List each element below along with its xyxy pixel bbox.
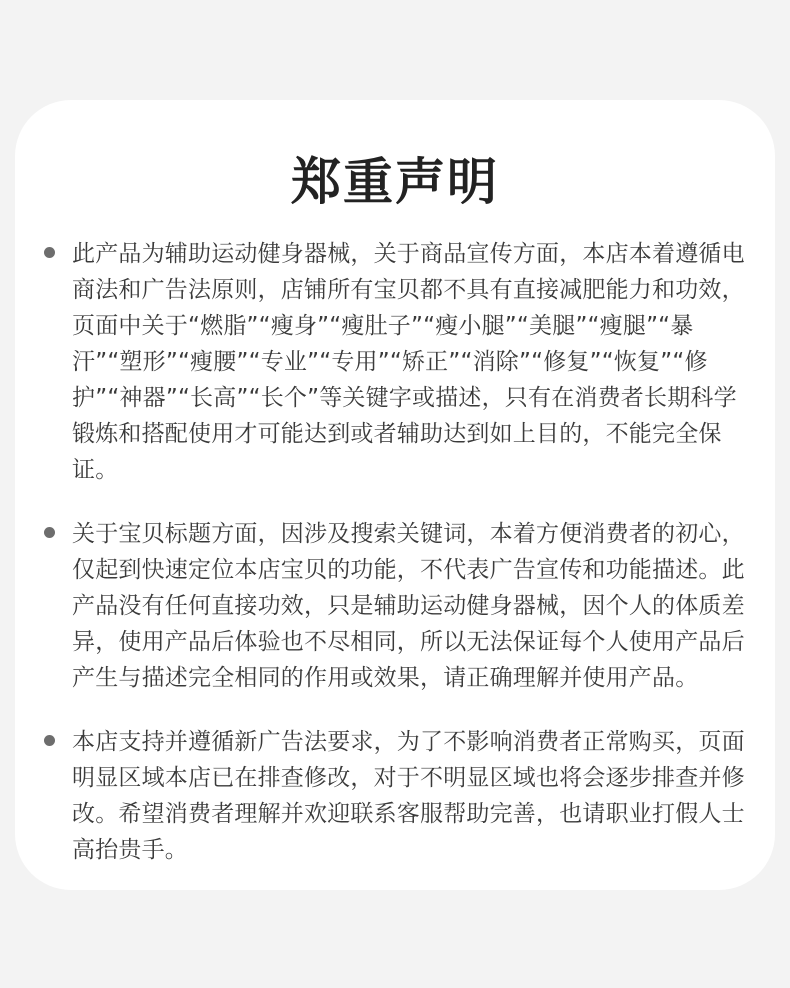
statement-list bbox=[40, 236, 745, 896]
list-item bbox=[40, 516, 745, 696]
statement-paragraph: 关于宝贝标题方面，因涉及搜索关键词，本着方便消费者的初心，仅起到快速定位本店宝贝的功能，不代表广告宣传和功能描述。此产品没有任何直接功效，只是辅助运动健身器械，因个人的体质差异，使用产品后体验也不尽相同，所以无法保证每个人使用产品后产生与描述完全相同的作用或效果，请正确理解并使用产品。 bbox=[72, 521, 745, 691]
bullet-dot-icon bbox=[44, 247, 55, 258]
bullet-dot-icon bbox=[44, 735, 55, 746]
bullet-dot-icon bbox=[44, 527, 55, 538]
page-title: 郑重声明 bbox=[291, 153, 499, 211]
list-item bbox=[40, 724, 745, 868]
statement-paragraph: 本店支持并遵循新广告法要求，为了不影响消费者正常购买，页面明显区域本店已在排查修改，对于不明显区域也将会逐步排查并修改。希望消费者理解并欢迎联系客服帮助完善，也请职业打假人士高抬贵手。 bbox=[72, 729, 745, 863]
list-item bbox=[40, 236, 745, 488]
statement-paragraph: 此产品为辅助运动健身器械，关于商品宣传方面，本店本着遵循电商法和广告法原则，店铺所有宝贝都不具有直接减肥能力和功效，页面中关于“燃脂”“瘦身”“瘦肚子”“瘦小腿”“美腿”“瘦腿”“暴汗”“塑形”“瘦腰”“专业”“专用”“矫正”“消除”“修复”“恢复”“修护”“神器”“长高”“长个”等关键字或描述，只有在消费者长期科学锻炼和搭配使用才可能达到或者辅助达到如上目的，不能完全保证。 bbox=[72, 241, 745, 483]
